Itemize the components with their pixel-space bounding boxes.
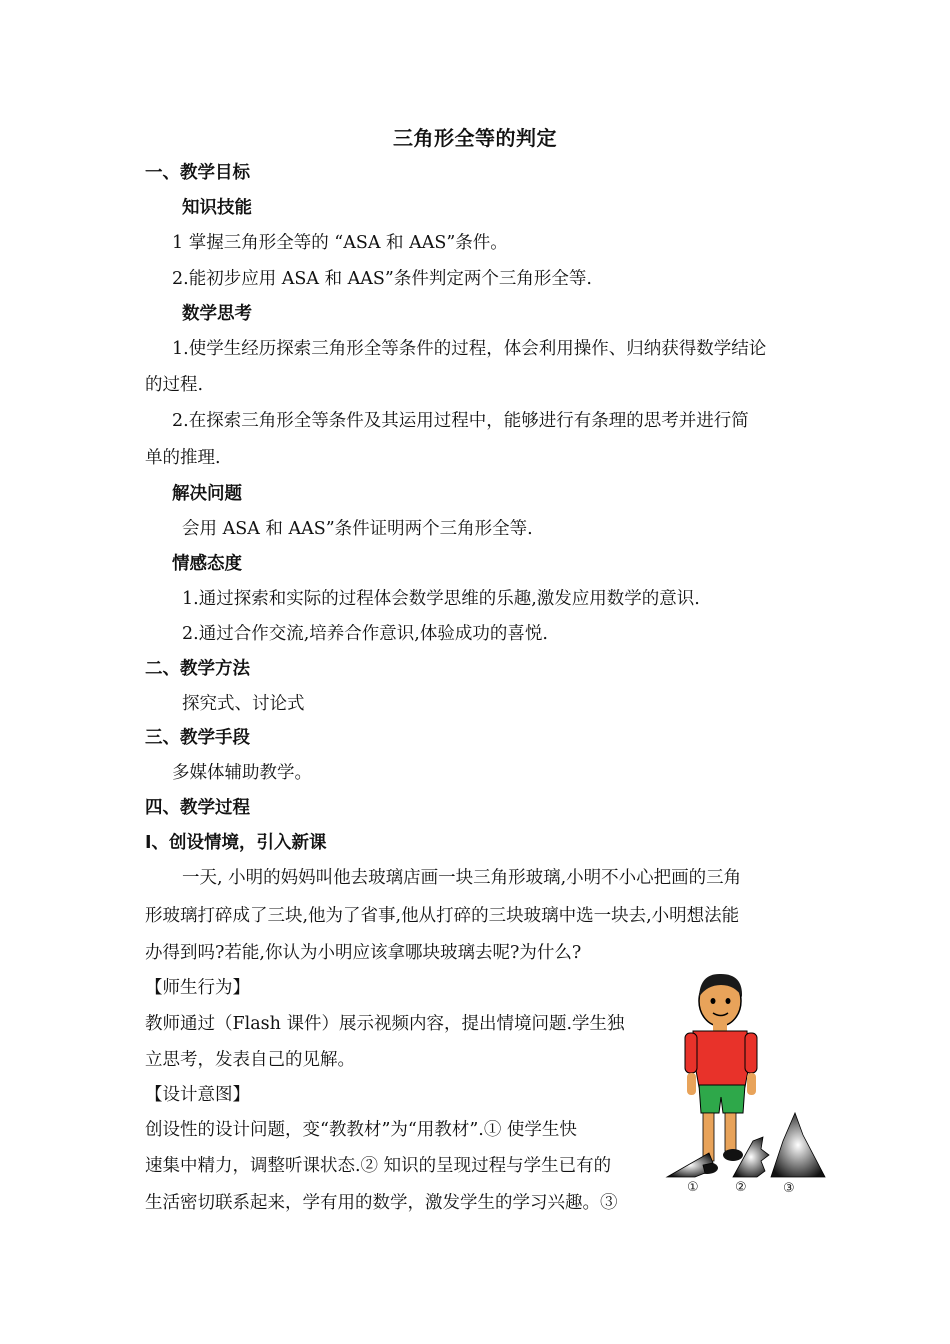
skills-heading: 知识技能 <box>182 198 252 218</box>
glass-label-2: ② <box>735 1180 747 1195</box>
thinking-p2-line2: 单的推理. <box>145 448 221 468</box>
skills-item-2: 2.能初步应用 ASA 和 AAS”条件判定两个三角形全等. <box>172 269 592 289</box>
design-line-2: 速集中精力，调整听课状态.② 知识的呈现过程与学生已有的 <box>145 1156 612 1176</box>
glass-pieces <box>667 1113 825 1177</box>
behavior-line-1: 教师通过（Flash 课件）展示视频内容，提出情境问题.学生独 <box>145 1014 625 1034</box>
thinking-p1-line2: 的过程. <box>145 375 204 395</box>
boy-figure <box>685 974 757 1174</box>
story-line-2: 形玻璃打碎成了三块,他为了省事,他从打碎的三块玻璃中选一块去,小明想法能 <box>145 906 740 926</box>
section-2-text: 探究式、讨论式 <box>182 694 305 714</box>
section-1-heading: 一、教学目标 <box>145 163 250 183</box>
story-line-3: 办得到吗?若能,你认为小明应该拿哪块玻璃去呢?为什么? <box>145 943 582 963</box>
page-title: 三角形全等的判定 <box>393 126 557 150</box>
section-2-heading: 二、教学方法 <box>145 659 250 679</box>
design-tag: 【设计意图】 <box>145 1085 250 1105</box>
design-line-3: 生活密切联系起来，学有用的数学，激发学生的学习兴趣。③ <box>145 1193 618 1213</box>
thinking-p1-line1: 1.使学生经历探索三角形全等条件的过程，体会利用操作、归纳获得数学结论 <box>172 339 767 359</box>
glass-label-1: ① <box>687 1180 699 1195</box>
glass-label-3: ③ <box>783 1181 795 1196</box>
design-line-1: 创设性的设计问题，变“教教材”为“用教材”.① 使学生快 <box>145 1120 577 1140</box>
problem-heading: 解决问题 <box>172 484 242 504</box>
skills-item-1: 1 掌握三角形全等的 “ASA 和 AAS”条件。 <box>172 233 508 253</box>
problem-text: 会用 ASA 和 AAS”条件证明两个三角形全等. <box>182 519 533 539</box>
section-4-subheading: I、创设情境，引入新课 <box>145 833 327 853</box>
boy-broken-glass-illustration <box>665 965 830 1200</box>
section-4-heading: 四、教学过程 <box>145 798 250 818</box>
behavior-tag: 【师生行为】 <box>145 978 250 998</box>
thinking-heading: 数学思考 <box>182 304 252 324</box>
story-line-1: 一天, 小明的妈妈叫他去玻璃店画一块三角形玻璃,小明不小心把画的三角 <box>182 868 742 888</box>
emotion-item-1: 1.通过探索和实际的过程体会数学思维的乐趣,激发应用数学的意识. <box>182 589 700 609</box>
emotion-item-2: 2.通过合作交流,培养合作意识,体验成功的喜悦. <box>182 624 548 644</box>
section-3-heading: 三、教学手段 <box>145 728 250 748</box>
glass-piece-3 <box>771 1113 825 1177</box>
emotion-heading: 情感态度 <box>172 554 242 574</box>
behavior-line-2: 立思考，发表自己的见解。 <box>145 1050 355 1070</box>
section-3-text: 多媒体辅助教学。 <box>172 763 312 783</box>
thinking-p2-line1: 2.在探索三角形全等条件及其运用过程中，能够进行有条理的思考并进行简 <box>172 411 749 431</box>
